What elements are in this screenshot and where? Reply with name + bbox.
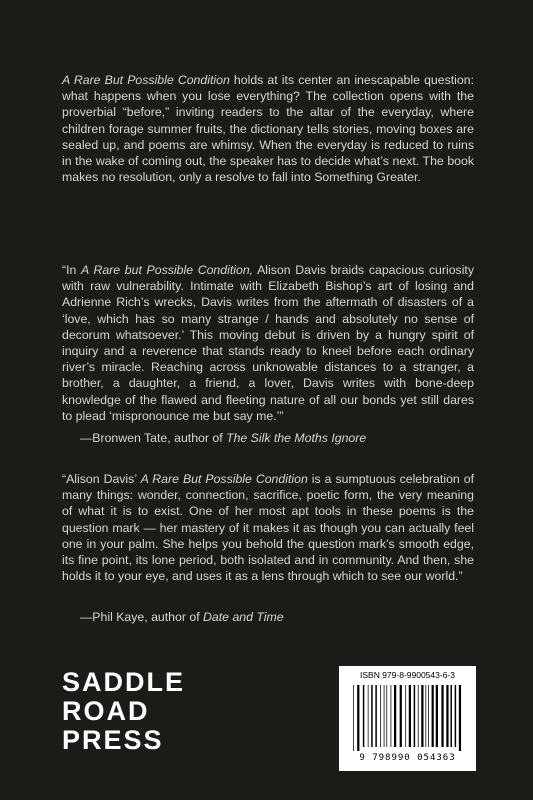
barcode-bars (353, 685, 463, 751)
barcode-bar (394, 685, 396, 747)
review1-attribution (80, 431, 366, 445)
publisher-logo (62, 667, 186, 755)
barcode-bar (357, 685, 359, 751)
barcode-bar (459, 685, 461, 751)
isbn-barcode (339, 666, 476, 771)
review1-lead: “In (62, 263, 82, 277)
review2-text: is a sumptuous celebration of many things: wonder, connection, sacrifice, poetic form, the very meaning of what it is to exist. One of her most apt tools in these poems is the question mark — her mastery of it makes it as though you can actually feel one in your palm. She helps you behold the question mark’s smooth edge, its fine point, its lone period, both isolated and in community. And then, she holds it to your eye, and uses it as a lens through which to see our world.” (62, 472, 474, 584)
review2-book-title: A Rare But Possible Condition (140, 472, 308, 486)
barcode-bar (375, 685, 376, 747)
barcode-bar (421, 685, 423, 747)
barcode-bar (441, 685, 443, 747)
review-phil-kaye (62, 471, 474, 584)
barcode-bar (436, 685, 438, 747)
review2-attribution-prefix: —Phil Kaye, author of (80, 610, 204, 624)
review2-attribution-title: Date and Time (203, 610, 284, 624)
barcode-bar (380, 685, 381, 747)
logo-line-3: PRESS (62, 725, 164, 755)
review2-attribution (80, 610, 284, 624)
isbn-label: ISBN 979-8-9900543-6-3 (360, 670, 455, 680)
logo-line-1: SADDLE (62, 667, 186, 697)
barcode-bar (428, 685, 429, 747)
book-blurb (62, 72, 474, 185)
barcode-bar (432, 685, 434, 747)
barcode-bar (409, 685, 411, 747)
barcode-bar (391, 685, 392, 747)
barcode-bar (425, 685, 426, 747)
barcode-bar (384, 685, 385, 747)
barcode-bar (363, 685, 364, 747)
barcode-bar (405, 685, 406, 747)
review1-text: Alison Davis braids capacious curiosity with raw vulnerability. Intimate with Elizabeth Bishop’s art of losing and Adrienne Rich’s wrecks, Davis writes from the aftermath of disasters of a ‘love, which has so many strange / hands and absolutely no sense of decorum whatsoever.’ This moving debut is driven by a hungry spirit of inquiry and a reverence that stands ready to kneel before each ordinary river’s miracle. Reaching across unknowable distances to a stranger, a brother, a daughter, a friend, a lover, Davis writes with bone-deep knowledge of the flawed and fleeting nature of all our bonds yet still dares to plead ‘mispronounce me but say me.’” (62, 263, 474, 423)
barcode-bar (450, 685, 451, 747)
review2-lead: “Alison Davis’ (62, 472, 141, 486)
barcode-bar (386, 685, 387, 747)
review1-book-title: A Rare but Possible Condition, (81, 263, 254, 277)
review1-attribution-prefix: —Bronwen Tate, author of (80, 431, 227, 445)
barcode-bar (371, 685, 372, 747)
blurb-book-title: A Rare But Possible Condition (62, 73, 230, 87)
review1-attribution-title: The Silk the Moths Ignore (226, 431, 367, 445)
barcode-bar (446, 685, 448, 747)
barcode-bar (455, 685, 456, 747)
barcode-digits: 9 798990 054363 (359, 753, 456, 763)
barcode-bar (368, 685, 369, 747)
review-bronwen-tate (62, 262, 474, 424)
barcode-bar (414, 685, 415, 747)
barcode-bar (353, 685, 354, 751)
blurb-text: holds at its center an inescapable question: what happens when you lose everything? The collection opens with the proverbial “before,” inviting readers to the altar of the everyday, where children forage summer fruits, the dictionary tells stories, moving boxes are sealed up, and poems are whimsy. When the everyday is reduced to ruins in the wake of coming out, the speaker has to decide what’s next. The book makes no resolution, only a resolve to fall into Something Greater. (62, 73, 474, 185)
logo-line-2: ROAD (62, 696, 150, 726)
barcode-bar (400, 685, 402, 747)
barcode-bar (418, 685, 419, 747)
